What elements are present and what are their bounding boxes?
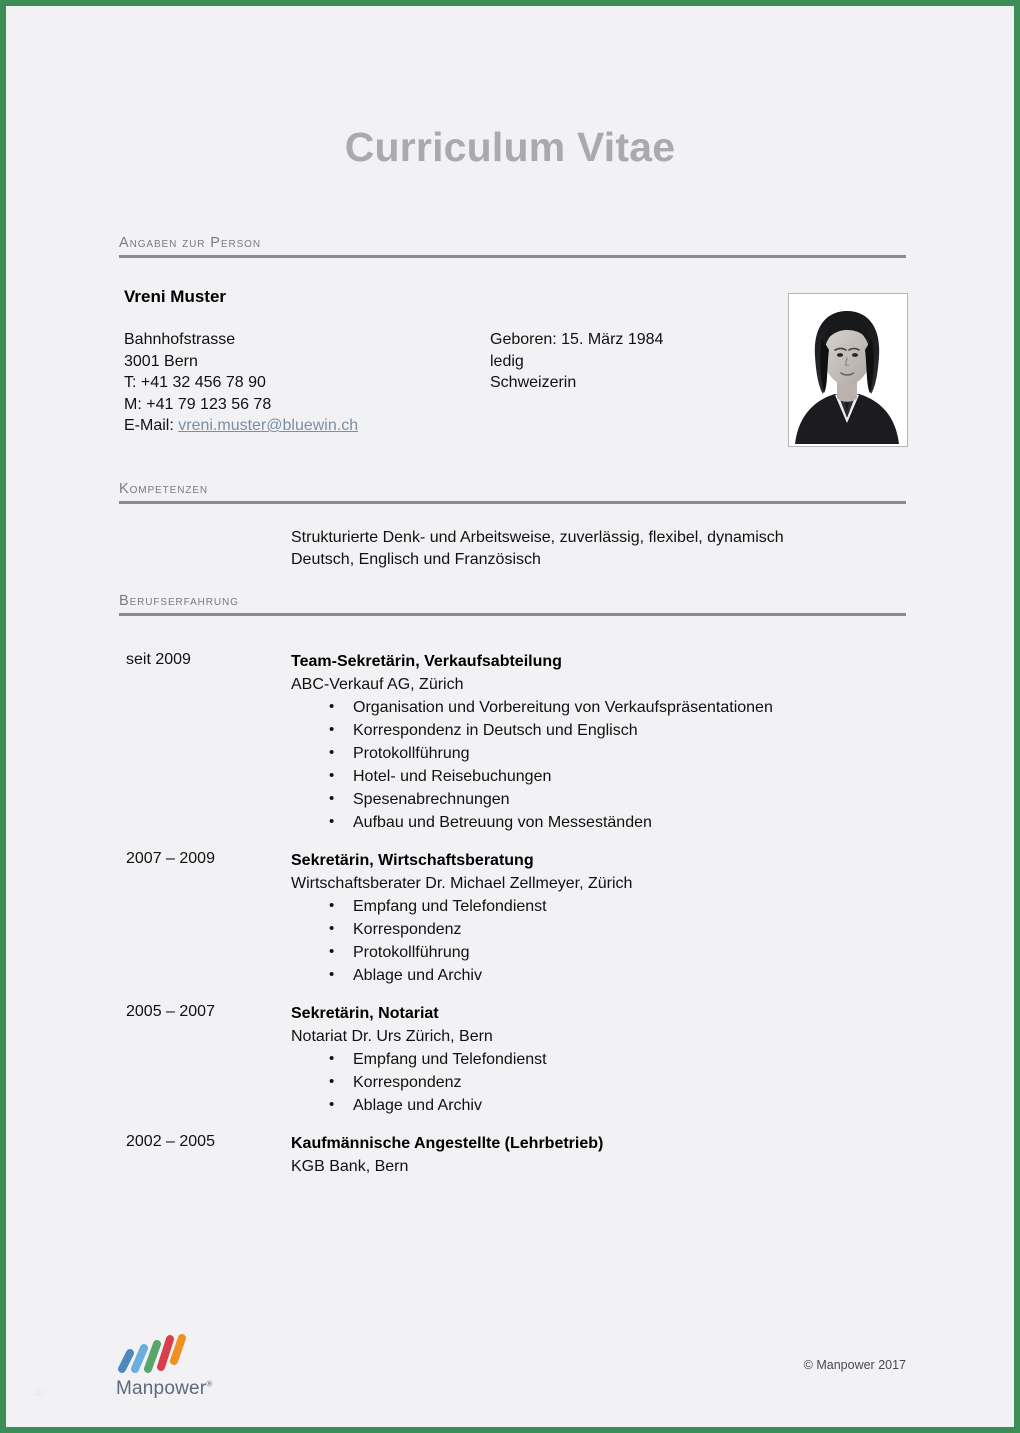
experience-date: 2007 – 2009 [126,850,215,867]
experience-entry [6,850,1014,987]
nationality: Schweizerin [490,374,577,391]
phone-number: T: +41 32 456 78 90 [124,374,266,391]
corner-watermark: 30 [34,1387,47,1399]
registered-mark-icon: ® [206,1379,213,1389]
portrait-photo [788,293,908,447]
section-divider [119,501,906,504]
experience-bullet: • Korrespondenz in Deutsch und Englisch [291,719,914,742]
experience-bullet-list [291,895,914,987]
experience-bullet: • Ablage und Archiv [291,964,914,987]
experience-bullet: • Protokollführung [291,742,914,765]
experience-bullet: • Aufbau und Betreuung von Messeständen [291,811,914,834]
address-city: 3001 Bern [124,352,198,370]
cv-page [6,6,1014,1427]
mobile-number: M: +41 79 123 56 78 [124,395,272,413]
experience-company: KGB Bank, Bern [291,1157,409,1175]
contact-address-column [124,329,358,437]
experience-bullet: • Empfang und Telefondienst [291,1048,914,1071]
section-divider [119,613,906,616]
experience-bullet-list [291,1048,914,1117]
personal-facts-column [490,329,663,394]
logo-word-text: Manpower [116,1378,207,1399]
experience-role: Kaufmännische Angestellte (Lehrbetrieb) [291,1135,604,1152]
experience-company: ABC-Verkauf AG, Zürich [291,675,464,693]
experience-role: Team-Sekretärin, Verkaufsabteilung [291,653,562,670]
experience-company: Notariat Dr. Urs Zürich, Bern [291,1027,493,1045]
experience-bullet: • Hotel- und Reisebuchungen [291,765,914,788]
experience-bullet: • Organisation und Vorbereitung von Verkaufspräsentationen [291,696,914,719]
email-row [124,415,358,437]
section-competencies [119,480,906,504]
experience-date: seit 2009 [126,651,191,668]
section-experience [119,592,906,616]
experience-bullet: • Korrespondenz [291,1071,914,1094]
email-label: E-Mail: [124,417,174,434]
experience-list [6,651,1014,1194]
experience-entry [6,1133,1014,1178]
experience-body [291,1003,1014,1117]
experience-bullet: • Protokollführung [291,941,914,964]
experience-bullet: • Ablage und Archiv [291,1094,914,1117]
experience-bullet: • Korrespondenz [291,918,914,941]
experience-role: Sekretärin, Notariat [291,1005,439,1022]
experience-body [291,850,1014,987]
page-title: Curriculum Vitae [344,124,676,170]
experience-bullet: • Spesenabrechnungen [291,788,914,811]
section-heading-personal: Angaben zur Person [119,235,261,251]
copyright-text: © Manpower 2017 [803,1358,906,1372]
section-heading-experience: Berufserfahrung [119,593,239,609]
section-divider [119,255,906,258]
experience-entry [6,1003,1014,1117]
section-personal-details [119,234,906,258]
experience-body [291,651,1014,834]
experience-date: 2005 – 2007 [126,1003,215,1020]
experience-bullet-list [291,696,914,834]
experience-body [291,1133,1014,1178]
competency-line: Deutsch, Englisch und Französisch [291,551,541,568]
section-heading-competencies: Kompetenzen [119,481,209,497]
email-link[interactable]: vreni.muster@bluewin.ch [178,417,359,434]
person-name: Vreni Muster [124,287,227,306]
competency-line: Strukturierte Denk- und Arbeitsweise, zuverlässig, flexibel, dynamisch [291,529,784,546]
address-street: Bahnhofstrasse [124,331,236,348]
birth-date: Geboren: 15. März 1984 [490,331,664,348]
experience-role: Sekretärin, Wirtschaftsberatung [291,852,534,869]
competencies-text [291,527,784,571]
marital-status: ledig [490,352,524,370]
experience-entry [6,651,1014,834]
logo-wordmark [116,1378,212,1400]
experience-date: 2002 – 2005 [126,1133,215,1150]
experience-company: Wirtschaftsberater Dr. Michael Zellmeyer, Zürich [291,874,633,892]
experience-bullet: • Empfang und Telefondienst [291,895,914,918]
